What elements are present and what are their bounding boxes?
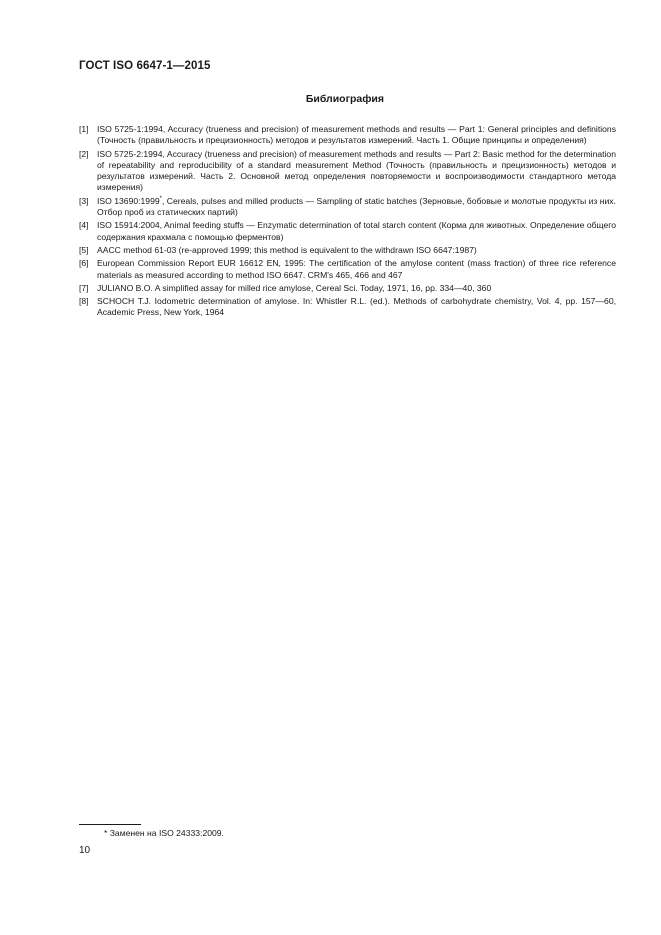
- bibliography-list: [79, 124, 616, 321]
- bibliography-item: [79, 283, 616, 294]
- reference-number: [1]: [79, 124, 89, 134]
- reference-text: JULIANO B.O. A simplified assay for milled rice amylose, Cereal Sci. Today, 1971, 16, pp. 334—40, 360: [97, 282, 492, 293]
- reference-number: [4]: [79, 220, 89, 231]
- reference-number: [2]: [79, 148, 89, 159]
- page-number: 10: [79, 845, 91, 856]
- footnote: * Заменен на ISO 24333:2009.: [104, 828, 224, 838]
- bibliography-item: [79, 196, 616, 219]
- reference-text: European Commission Report EUR 16612 EN, 1995: The certification of the amylose content (mass fraction) of three rice reference materials as measured according to method ISO 6647. CRM's 465, 466 and 467: [97, 258, 616, 280]
- reference-text: [97, 196, 616, 219]
- document-header: ГОСТ ISO 6647-1—2015: [79, 60, 211, 72]
- reference-code: ISO 13690:1999: [97, 195, 160, 206]
- reference-title: , Cereals, pulses and milled products — Sampling of static batches (Зерновые, бобовые и молотые продукты из них. Отбор проб из статических партий): [97, 195, 616, 218]
- footnote-divider: [79, 824, 141, 825]
- bibliography-item: [79, 245, 616, 256]
- reference-number: [3]: [79, 195, 89, 206]
- section-title: Библиография: [305, 93, 384, 105]
- bibliography-item: [79, 149, 616, 194]
- reference-text: ISO 15914:2004, Animal feeding stuffs — Enzymatic determination of total starch content (Корма для животных. Определение общего содержания крахмала с помощью ферментов): [97, 220, 616, 242]
- reference-number: [5]: [79, 244, 89, 255]
- bibliography-item: [79, 258, 616, 281]
- reference-text: AACC method 61-03 (re-approved 1999; this method is equivalent to the withdrawn ISO 6647:1987): [97, 244, 477, 255]
- bibliography-item: [79, 220, 616, 243]
- bibliography-item: [79, 296, 616, 319]
- reference-number: [8]: [79, 296, 89, 307]
- reference-number: [6]: [79, 258, 89, 269]
- reference-text: SCHOCH T.J. Iodometric determination of amylose. In: Whistler R.L. (ed.). Methods of carbohydrate chemistry, Vol. 4, pp. 157—60, Academic Press, New York, 1964: [97, 296, 616, 318]
- bibliography-item: [79, 124, 616, 147]
- reference-number: [7]: [79, 282, 89, 293]
- footnote-marker: *: [159, 195, 162, 202]
- reference-text: ISO 5725-2:1994, Accuracy (trueness and precision) of measurement methods and results — Part 2: Basic method for the determination of repeatability and reproducibility of a standard measurement Method (Точность (правильность и прецизионность) методов и результатов измерений. Часть 2. Основной метод определения повторяемости и воспроизводимости стандартного метода измерения): [97, 148, 616, 193]
- reference-text: ISO 5725-1:1994, Accuracy (trueness and precision) of measurement methods and results — Part 1: General principles and definitions (Точность (правильность и прецизионность) методов и результатов измерений. Часть 1. Общие принципы и определения): [97, 124, 616, 146]
